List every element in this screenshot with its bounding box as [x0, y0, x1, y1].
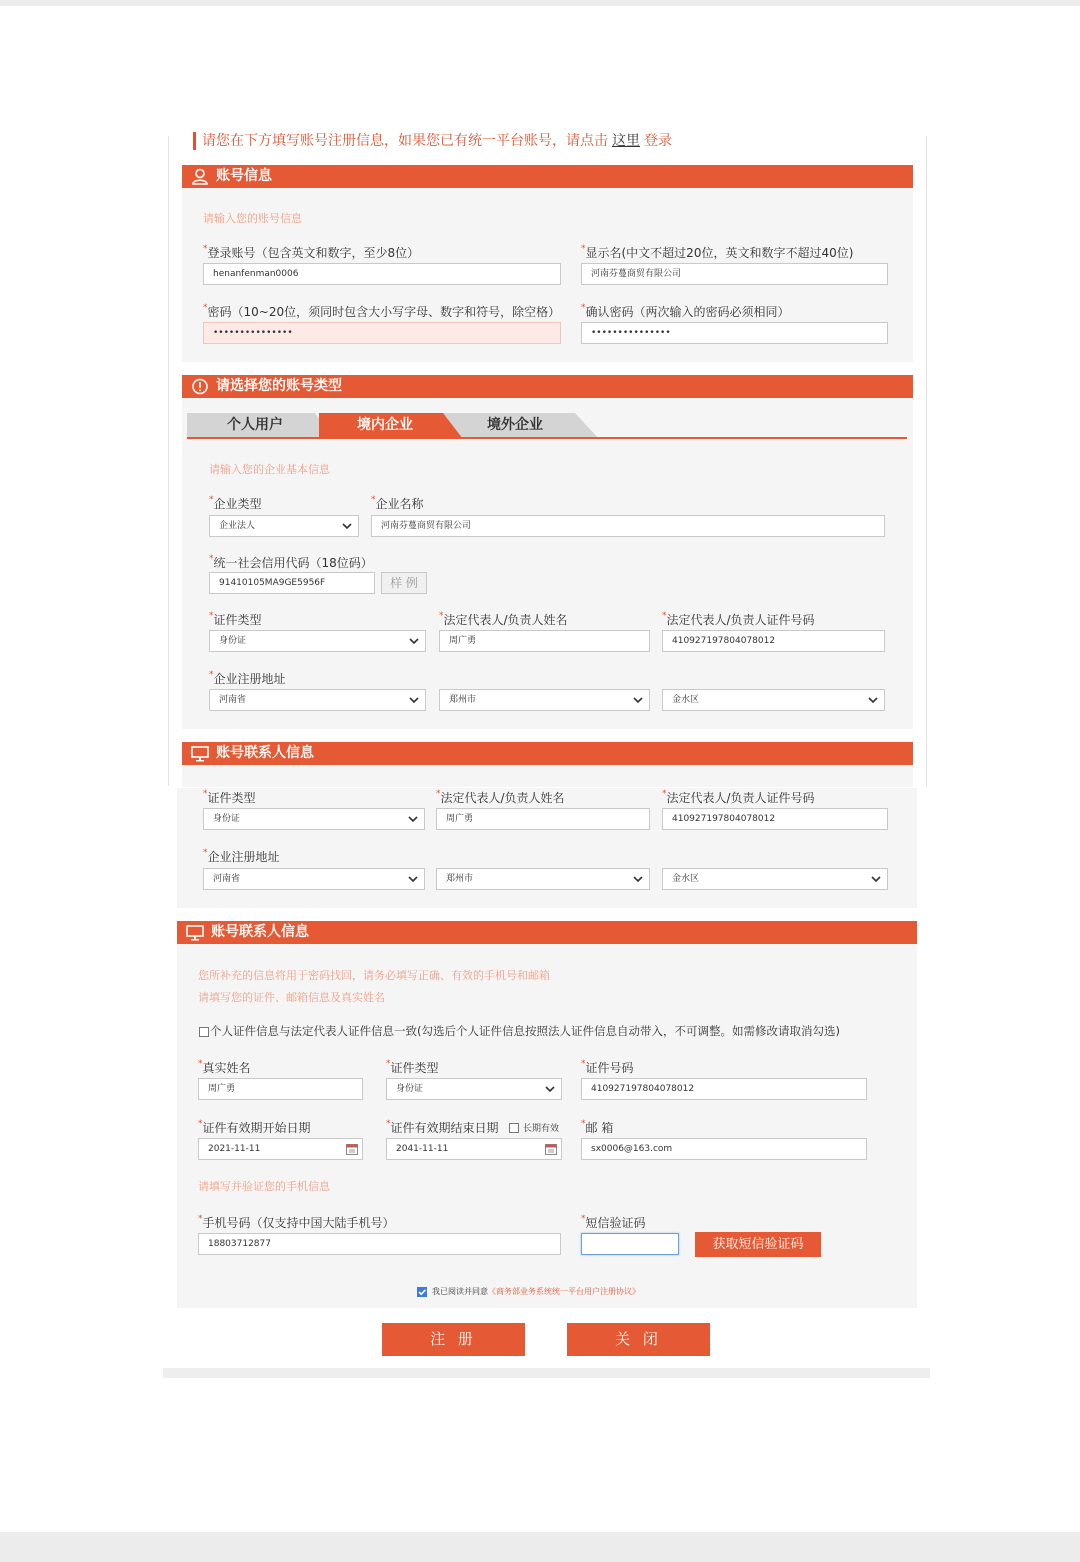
valid-end-input[interactable]: 2041-11-11	[386, 1138, 562, 1160]
repeat-legal-name-label: *法定代表人/负责人姓名	[436, 789, 565, 805]
user-icon	[191, 168, 209, 185]
repeat-panel	[177, 788, 917, 908]
repeat-cert-type-select[interactable]: 身份证	[203, 808, 425, 830]
cert-number-input[interactable]: 410927197804078012	[581, 1078, 867, 1100]
contact-cert-type-label: *证件类型	[386, 1059, 439, 1075]
enterprise-type-label: *企业类型	[209, 495, 262, 511]
password-label: *密码（10~20位，须同时包含大小写字母、数字和符号，除空格）	[203, 303, 561, 319]
long-term-label: 长期有效	[523, 1124, 560, 1134]
repeat-legal-id-label: *法定代表人/负责人证件号码	[662, 789, 815, 805]
contact-info-title-top: 账号联系人信息	[216, 745, 314, 761]
contact-cert-type-select[interactable]: 身份证	[386, 1078, 562, 1100]
repeat-city-select[interactable]: 郑州市	[436, 868, 650, 890]
cert-type-label: *证件类型	[209, 611, 262, 627]
contact-info-header	[177, 921, 917, 944]
frame-line-right	[926, 136, 927, 786]
chevron-down-icon	[633, 874, 643, 884]
chevron-down-icon	[545, 1084, 555, 1094]
credit-code-label: *统一社会信用代码（18位码）	[209, 554, 373, 570]
cert-type-select[interactable]: 身份证	[209, 630, 426, 652]
email-label: *邮 箱	[581, 1119, 614, 1135]
tab-domestic-enterprise[interactable]: 境内企业	[357, 417, 413, 433]
same-as-legal-label: 个人证件信息与法定代表人证件信息一致(勾选后个人证件信息按照法人证件信息自动带入，不可调整。如需修改请取消勾选)	[210, 1024, 840, 1038]
cert-number-label: *证件号码	[581, 1059, 634, 1075]
contact-hint-2: 请填写您的证件、邮箱信息及真实姓名	[198, 991, 385, 1004]
calendar-icon[interactable]	[346, 1143, 358, 1155]
repeat-province-select[interactable]: 河南省	[203, 868, 425, 890]
frame-line-left	[168, 136, 169, 786]
chevron-down-icon	[871, 874, 881, 884]
account-info-title: 账号信息	[216, 168, 272, 184]
valid-start-input[interactable]: 2021-11-11	[198, 1138, 363, 1160]
repeat-legal-id-input[interactable]: 410927197804078012	[662, 808, 888, 830]
valid-end-label: *证件有效期结束日期	[386, 1119, 499, 1135]
tabs-underline	[187, 437, 907, 439]
credit-code-input[interactable]: 91410105MA9GE5956F	[209, 572, 375, 594]
bottom-divider	[163, 1368, 930, 1378]
legal-id-input[interactable]: 410927197804078012	[662, 630, 885, 652]
tab-personal[interactable]: 个人用户	[227, 417, 283, 433]
monitor-icon	[186, 924, 204, 941]
top-strip	[0, 0, 1080, 6]
monitor-icon	[191, 745, 209, 762]
notice-suffix: 登录	[644, 133, 672, 149]
agreement-link[interactable]: 《商务部业务系统统一平台用户注册协议》	[488, 1287, 640, 1296]
district-select[interactable]: 金水区	[662, 689, 885, 711]
notice-text: 请您在下方填写账号注册信息，如果您已有统一平台账号，请点击	[202, 133, 608, 149]
repeat-cert-type-label: *证件类型	[203, 789, 256, 805]
agree-checkbox[interactable]	[417, 1287, 427, 1297]
phone-hint: 请填写并验证您的手机信息	[198, 1180, 330, 1193]
agree-text: 我已阅读并同意《商务部业务系统统一平台用户注册协议》	[432, 1287, 640, 1296]
address-label: *企业注册地址	[209, 670, 286, 686]
chevron-down-icon	[408, 874, 418, 884]
repeat-legal-name-input[interactable]: 周广勇	[436, 808, 650, 830]
contact-info-panel-top	[182, 765, 913, 787]
calendar-icon[interactable]	[545, 1143, 557, 1155]
chevron-down-icon	[868, 695, 878, 705]
repeat-district-select[interactable]: 金水区	[662, 868, 888, 890]
info-icon	[191, 378, 209, 395]
confirm-password-label: *确认密码（两次输入的密码必须相同）	[581, 303, 790, 319]
sms-code-input[interactable]	[581, 1233, 679, 1255]
confirm-password-input[interactable]: •••••••••••••••	[581, 322, 888, 344]
chevron-down-icon	[409, 695, 419, 705]
phone-input[interactable]: 18803712877	[198, 1233, 561, 1255]
sms-code-label: *短信验证码	[581, 1214, 646, 1230]
account-type-title: 请选择您的账号类型	[216, 378, 342, 394]
tab-foreign-enterprise[interactable]: 境外企业	[487, 417, 543, 433]
enterprise-hint: 请输入您的企业基本信息	[209, 463, 330, 476]
account-hint: 请输入您的账号信息	[203, 212, 302, 225]
register-notice	[193, 132, 672, 150]
repeat-address-label: *企业注册地址	[203, 848, 280, 864]
account-type-header	[182, 375, 913, 398]
sample-button[interactable]: 样 例	[381, 572, 427, 594]
province-select[interactable]: 河南省	[209, 689, 426, 711]
chevron-down-icon	[409, 636, 419, 646]
chevron-down-icon	[633, 695, 643, 705]
chevron-down-icon	[342, 521, 352, 531]
real-name-input[interactable]: 周广勇	[198, 1078, 363, 1100]
enterprise-name-input[interactable]: 河南芬蔓商贸有限公司	[371, 515, 885, 537]
display-name-label: *显示名(中文不超过20位，英文和数字不超过40位)	[581, 244, 854, 260]
register-button[interactable]: 注 册	[382, 1323, 525, 1356]
account-info-header	[182, 165, 913, 188]
display-name-input[interactable]: 河南芬蔓商贸有限公司	[581, 263, 888, 285]
chevron-down-icon	[408, 814, 418, 824]
same-as-legal-checkbox[interactable]	[199, 1027, 209, 1037]
check-icon	[417, 1287, 427, 1297]
contact-hint-1: 您所补充的信息将用于密码找回，请务必填写正确、有效的手机号和邮箱	[198, 969, 550, 982]
valid-start-label: *证件有效期开始日期	[198, 1119, 311, 1135]
login-account-input[interactable]: henanfenman0006	[203, 263, 561, 285]
close-button[interactable]: 关 闭	[567, 1323, 710, 1356]
legal-name-label: *法定代表人/负责人姓名	[439, 611, 568, 627]
bottom-strip	[0, 1532, 1080, 1562]
login-account-label: *登录账号（包含英文和数字，至少8位）	[203, 244, 420, 260]
contact-info-title: 账号联系人信息	[211, 924, 309, 940]
legal-id-label: *法定代表人/负责人证件号码	[662, 611, 815, 627]
enterprise-type-select[interactable]: 企业法人	[209, 515, 359, 537]
contact-info-header-top	[182, 742, 913, 765]
enterprise-name-label: *企业名称	[371, 495, 424, 511]
real-name-label: *真实姓名	[198, 1059, 251, 1075]
phone-label: *手机号码（仅支持中国大陆手机号）	[198, 1214, 395, 1230]
get-sms-code-button[interactable]: 获取短信验证码	[695, 1232, 821, 1257]
login-here-link[interactable]: 这里	[612, 133, 640, 149]
password-input[interactable]: •••••••••••••••	[203, 322, 561, 344]
city-select[interactable]: 郑州市	[439, 689, 650, 711]
legal-name-input[interactable]: 周广勇	[439, 630, 650, 652]
long-term-checkbox[interactable]	[509, 1123, 519, 1133]
email-input[interactable]: sx0006@163.com	[581, 1138, 867, 1160]
